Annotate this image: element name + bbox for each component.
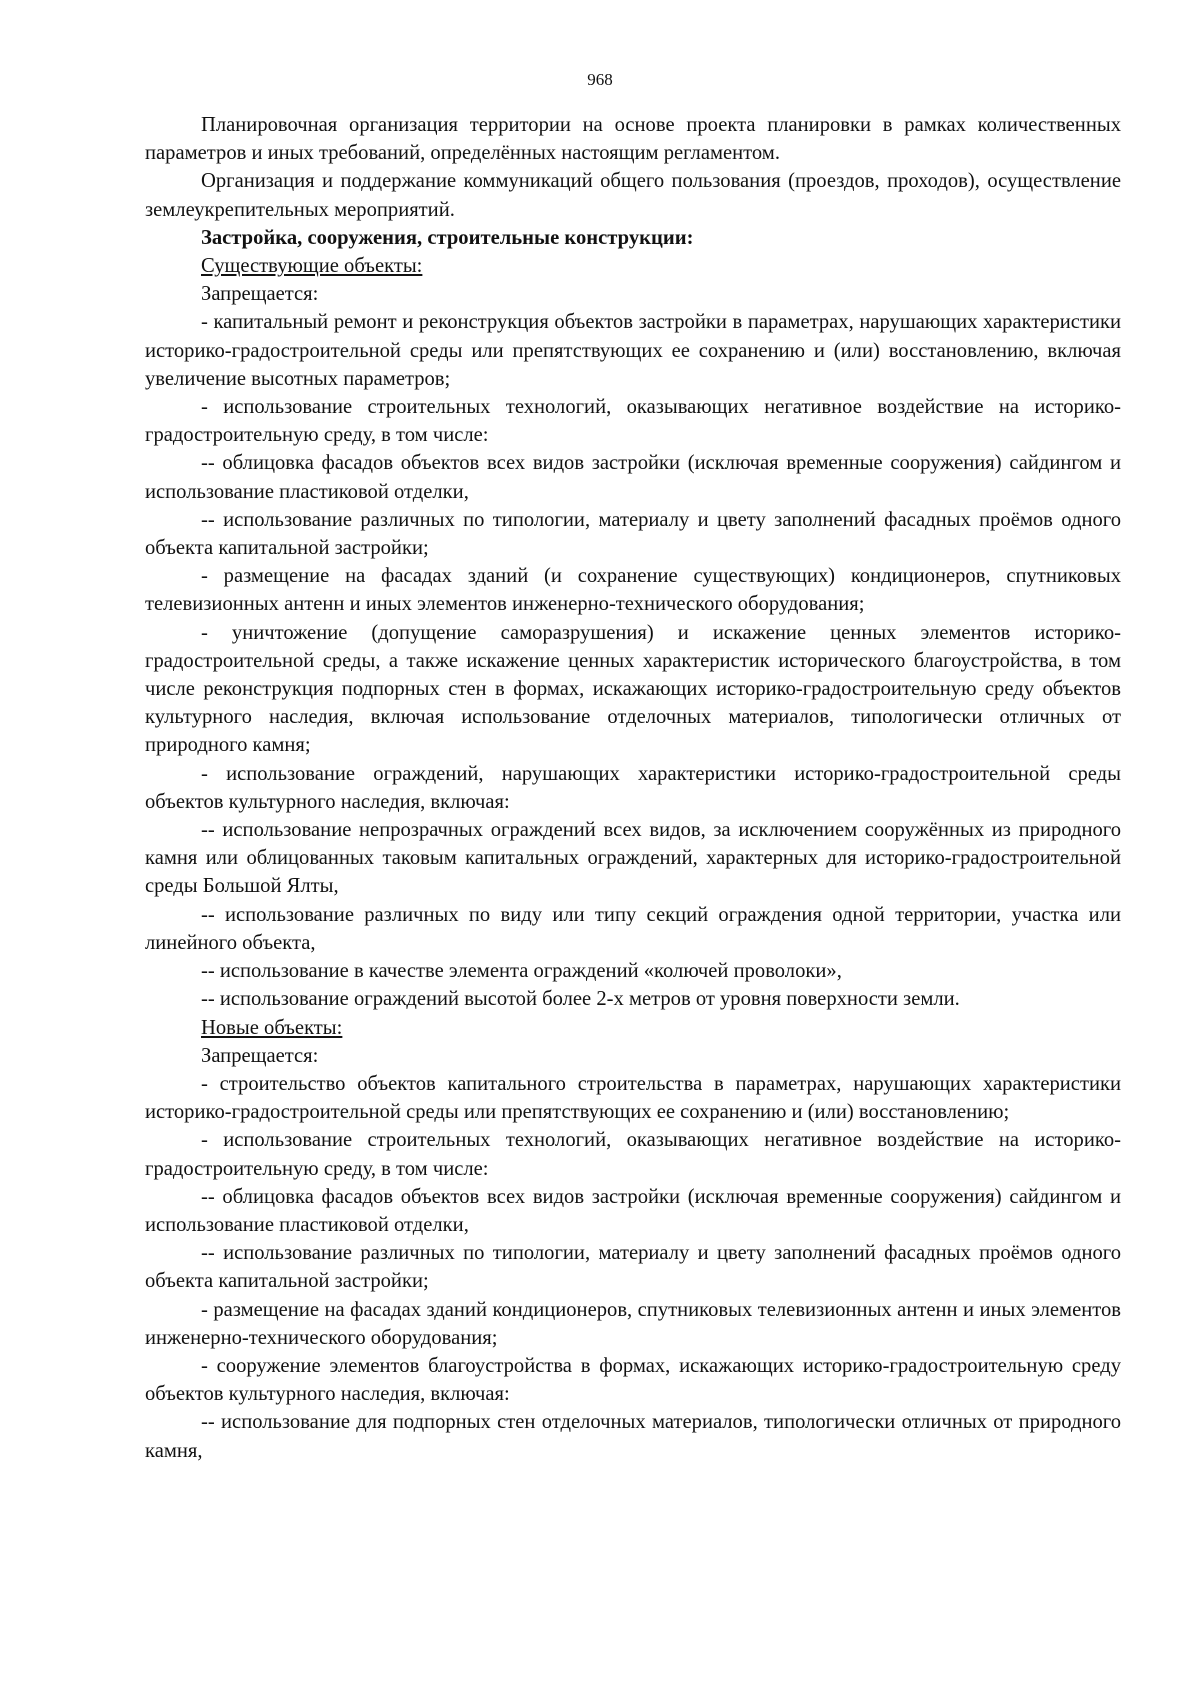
- list-item: - строительство объектов капитального строительства в параметрах, нарушающих характеристики историко-градостроительной среды или препятствующих ее сохранению и (или) восстановлению;: [145, 1072, 1121, 1124]
- document-body: [145, 111, 1121, 1465]
- list-item: -- использование для подпорных стен отделочных материалов, типологически отличных от природного камня,: [145, 1411, 1121, 1462]
- paragraph: Запрещается:: [201, 1044, 319, 1067]
- paragraph: Организация и поддержание коммуникаций общего пользования (проездов, проходов), осуществление землеукрепительных мероприятий.: [145, 170, 1121, 221]
- list-item: - размещение на фасадах зданий кондиционеров, спутниковых телевизионных антенн и иных элементов инженерно-технического оборудования;: [145, 1298, 1121, 1349]
- paragraph: Планировочная организация территории на основе проекта планировки в рамках количественных параметров и иных требований, определённых настоящим регламентом.: [145, 114, 1121, 165]
- subheading-text: Существующие объекты:: [201, 255, 423, 278]
- list-item: - использование ограждений, нарушающих характеристики историко-градостроительной среды объектов культурного наследия, включая:: [145, 762, 1121, 813]
- list-item: -- использование непрозрачных ограждений всех видов, за исключением сооружённых из природного камня или облицованных таковым капитальных ограждений, характерных для историко-градостроительной среды Большой Ялты,: [145, 819, 1121, 898]
- subheading-new-objects: [145, 1014, 1121, 1042]
- list-item: -- использование различных по типологии, материалу и цвету заполнений фасадных проёмов одного объекта капитальной застройки;: [145, 508, 1121, 560]
- list-item: -- использование ограждений высотой более 2-х метров от уровня поверхности земли.: [201, 988, 960, 1011]
- list-item: - использование строительных технологий, оказывающих негативное воздействие на историко-градостроительную среду, в том числе:: [145, 1129, 1121, 1180]
- list-item: -- использование различных по типологии, материалу и цвету заполнений фасадных проёмов одного объекта капитальной застройки;: [145, 1242, 1121, 1293]
- list-item: -- использование различных по виду или типу секций ограждения одной территории, участка или линейного объекта,: [145, 903, 1121, 954]
- list-item: - уничтожение (допущение саморазрушения) и искажение ценных элементов историко-градостроительной среды, а также искажение ценных характеристик исторического благоустройства, в том числе реконструкция подпорных стен в формах, искажающих историко-градостроительную среду объектов культурного наследия, включая использование отделочных материалов, типологически отличных от природного камня;: [145, 621, 1121, 757]
- list-item: -- использование в качестве элемента ограждений «колючей проволоки»,: [201, 960, 842, 983]
- list-item: -- облицовка фасадов объектов всех видов застройки (исключая временные сооружения) сайдингом и использование пластиковой отделки,: [145, 452, 1121, 503]
- list-item: - сооружение элементов благоустройства в формах, искажающих историко-градостроительную среду объектов культурного наследия, включая:: [145, 1354, 1121, 1406]
- list-item: - капитальный ремонт и реконструкция объектов застройки в параметрах, нарушающих характеристики историко-градостроительной среды или препятствующих ее сохранению и (или) восстановлению, включая увеличение высотных параметров;: [145, 311, 1121, 390]
- subheading-existing-objects: [145, 252, 1121, 280]
- subheading-text: Новые объекты:: [201, 1016, 343, 1039]
- list-item: -- облицовка фасадов объектов всех видов застройки (исключая временные сооружения) сайдингом и использование пластиковой отделки,: [145, 1185, 1121, 1236]
- list-item: - использование строительных технологий, оказывающих негативное воздействие на историко-градостроительную среду, в том числе:: [145, 396, 1121, 447]
- list-item: - размещение на фасадах зданий (и сохранение существующих) кондиционеров, спутниковых телевизионных антенн и иных элементов инженерно-технического оборудования;: [145, 565, 1121, 616]
- page-number: 968: [587, 70, 613, 89]
- paragraph: Запрещается:: [201, 283, 319, 306]
- section-heading: Застройка, сооружения, строительные конструкции:: [201, 226, 694, 249]
